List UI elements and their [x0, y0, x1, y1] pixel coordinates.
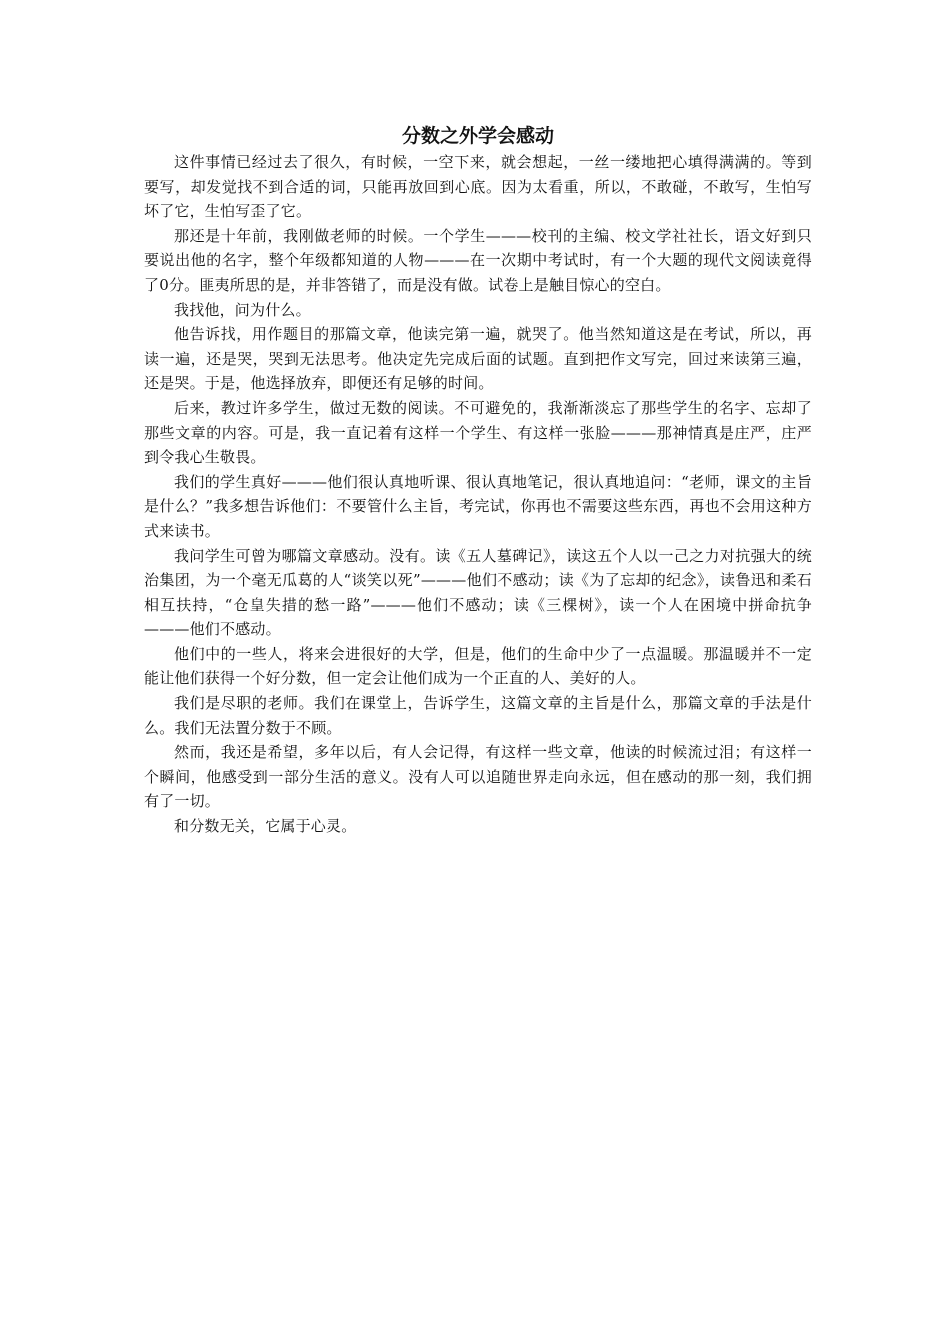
- paragraph-8: 他们中的一些人，将来会进很好的大学，但是，他们的生命中少了一点温暖。那温暖并不一定能让他们获得一个好分数，但一定会让他们成为一个正直的人、美好的人。: [144, 644, 812, 688]
- paragraph-9: 我们是尽职的老师。我们在课堂上，告诉学生，这篇文章的主旨是什么，那篇文章的手法是什么。我们无法置分数于不顾。: [144, 694, 812, 737]
- paragraph-4: 他告诉找，用作题目的那篇文章，他读完第一遍，就哭了。他当然知道这是在考试，所以，再读一遍，还是哭，哭到无法思考。他决定先完成后面的试题。直到把作文写完，回过来读第三遍，还是哭。于是，他选择放弃，即便还有足够的时间。: [144, 325, 812, 393]
- paragraph-6: 我们的学生真好———他们很认真地听课、很认真地笔记，很认真地追问：“老师，课文的主旨是什么？”我多想告诉他们：不要管什么主旨，考完试，你再也不需要这些东西，再也不会用这种方式来读书。: [144, 472, 812, 540]
- article-title: 分数之外学会感动: [401, 125, 554, 147]
- paragraph-5: 后来，教过许多学生，做过无数的阅读。不可避免的，我渐渐淡忘了那些学生的名字、忘却了那些文章的内容。可是，我一直记着有这样一个学生、有这样一张脸———那神情真是庄严，庄严到令我心生敬畏。: [144, 398, 812, 467]
- paragraph-10: 然而，我还是希望，多年以后，有人会记得，有这样一些文章，他读的时候流过泪；有这样一个瞬间，他感受到一部分生活的意义。没有人可以追随世界走向永远，但在感动的那一刻，我们拥有了一切。: [144, 743, 812, 811]
- paragraph-2: 那还是十年前，我刚做老师的时候。一个学生———校刊的主编、校文学社社长，语文好到只要说出他的名字，整个年级都知道的人物———在一次期中考试时，有一个大题的现代文阅读竟得了0分。匪夷所思的是，并非答错了，而是没有做。试卷上是触目惊心的空白。: [144, 226, 812, 294]
- paragraph-7: 我问学生可曾为哪篇文章感动。没有。读《五人墓碑记》，读这五个人以一己之力对抗强大的统治集团，为一个毫无瓜葛的人“谈笑以死”———他们不感动；读《为了忘却的纪念》，读鲁迅和柔石相互扶持，“仓皇失措的愁一路”———他们不感动；读《三棵树》，读一个人在困境中拼命抗争———他们不感动。: [144, 546, 812, 639]
- paragraph-11: 和分数无关，它属于心灵。: [174, 817, 357, 836]
- paragraph-1: 这件事情已经过去了很久，有时候，一空下来，就会想起，一丝一缕地把心填得满满的。等到要写，却发觉找不到合适的词，只能再放回到心底。因为太看重，所以，不敢碰，不敢写，生怕写坏了它，生怕写歪了它。: [144, 153, 812, 221]
- article-body: [144, 122, 812, 839]
- paragraph-3: 我找他，问为什么。: [174, 300, 311, 319]
